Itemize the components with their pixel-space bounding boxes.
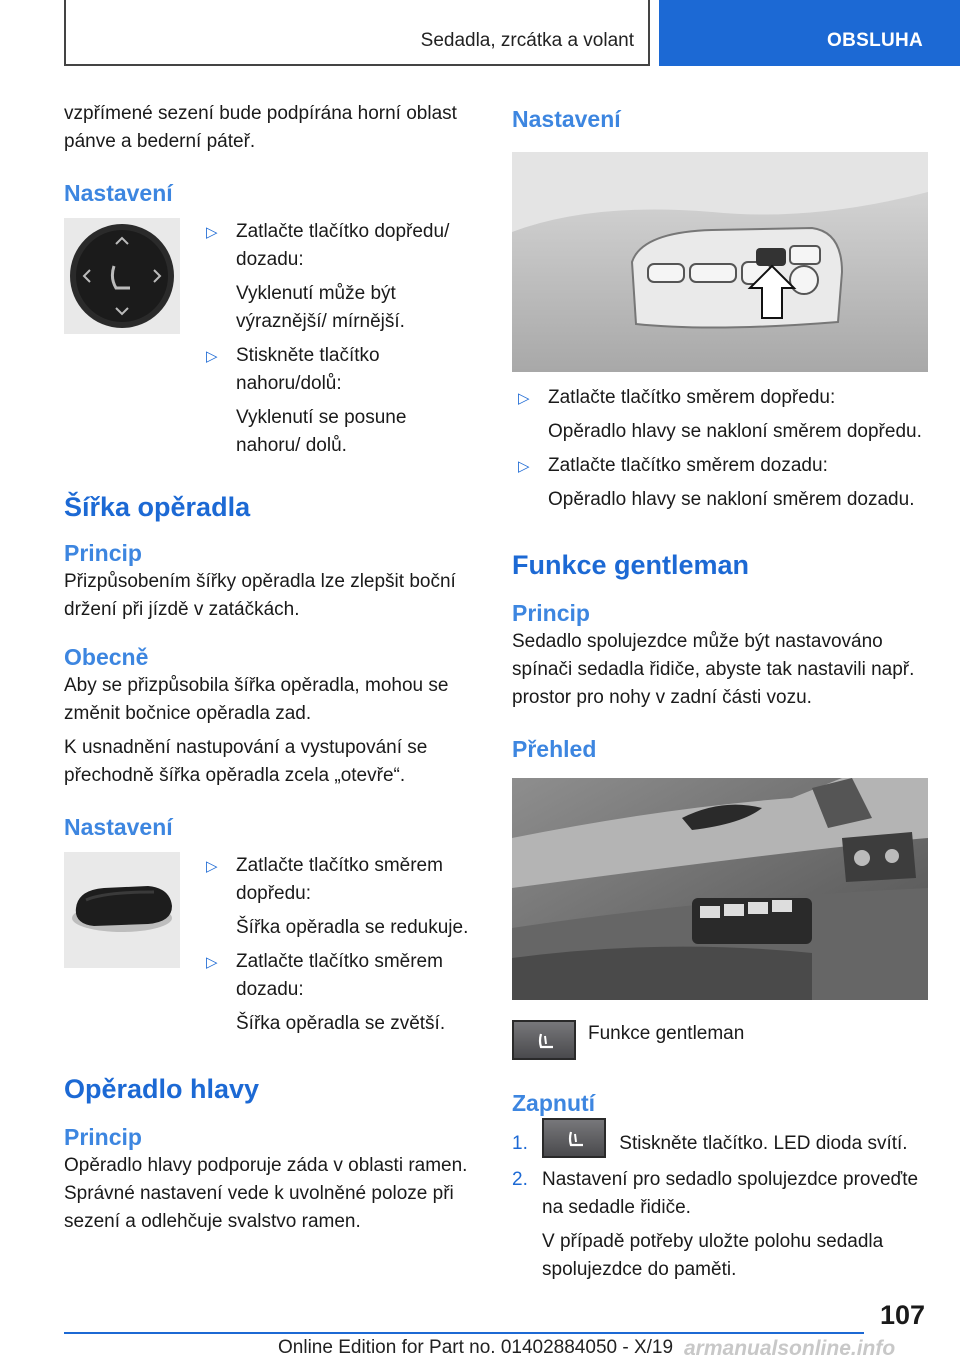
headrest-adjust-heading: Nastavení [512,106,621,132]
page-number: 107 [880,1300,926,1330]
headrest-title: Opěradlo hlavy [64,1074,260,1104]
headrest-principle-heading: Princip [64,1124,142,1150]
seat-icon [565,1129,587,1151]
list-item: ▷ Zatlačte tlačítko směrem dopředu: Šířka opěradla se redukuje. [206,855,469,938]
list-item: ▷ Zatlačte tlačítko směrem dozadu: Šířka opěradla se zvětší. [206,951,446,1034]
gentleman-button-legend [512,1020,928,1060]
triangle-bullet-icon: ▷ [518,458,530,475]
left-column [64,100,476,1236]
gentleman-button[interactable] [512,1020,576,1060]
headrest-principle-text: Opěradlo hlavy podporuje záda v oblasti ramen. Správné nastavení vede k uvolněné poloze při sezení a odlehčuje svalstvo ramen. [64,1155,468,1232]
seat-controls-figure [512,152,928,372]
footer-edition: Online Edition for Part no. 01402884050 - X/19 [278,1337,674,1358]
seat-icon [535,1031,557,1053]
footer-divider [64,1332,864,1334]
header-frame [64,0,650,66]
gentleman-on-heading: Zapnutí [512,1090,596,1116]
chapter-title: OBSLUHA [827,30,924,51]
chapter-tab[interactable] [659,0,960,66]
list-item: ▷ Zatlačte tlačítko dopředu/ dozadu: Vyklenutí může být výraznější/ mírnější. [206,221,450,332]
backrest-adjust-block [64,852,476,1038]
lumbar-steps-list [200,218,476,460]
gentleman-button-inline[interactable] [542,1118,606,1158]
gentleman-button-label: Funkce gentleman [588,1023,745,1044]
lumbar-switch-figure [64,218,180,334]
door-panel-image [512,778,928,1000]
triangle-bullet-icon: ▷ [206,858,218,875]
gentleman-principle-heading: Princip [512,600,590,626]
gentleman-steps-list [512,1130,928,1284]
gentleman-principle-text: Sedadlo spolujezdce může být nastavováno spínači sedadla řidiče, abyste tak nastavili např. prostor pro nohy v zadní části vozu. [512,631,915,708]
list-item: 2. Nastavení pro sedadlo spolujezdce proveďte na sedadle řidiče. V případě potřeby uložte polohu sedadla spolujezdce do paměti. [512,1169,919,1281]
list-item: ▷ Stiskněte tlačítko nahoru/dolů: Vyklenutí se posune nahoru/ dolů. [206,345,407,456]
lumbar-adjust-heading: Nastavení [64,180,173,206]
gentleman-title: Funkce gentleman [512,550,750,580]
door-panel-figure [512,778,928,1000]
list-item: ▷ Zatlačte tlačítko směrem dozadu: Opěradlo hlavy se nakloní směrem dozadu. [518,455,915,510]
triangle-bullet-icon: ▷ [206,224,218,241]
section-title: Sedadla, zrcátka a volant [420,30,634,51]
watermark: armanualsonline.info [684,1337,896,1360]
backrest-width-title: Šířka opěradla [64,492,251,522]
right-column [512,100,928,1284]
list-item: ▷ Zatlačte tlačítko směrem dopředu: Opěradlo hlavy se nakloní směrem dopředu. [518,387,922,442]
seat-controls-image [512,152,928,372]
backrest-general-text-1: Aby se přizpůsobila šířka opěradla, mohou se změnit bočnice opěradla zad. [64,675,449,724]
list-item: 1. Stiskněte tlačítko. LED dioda svítí. [512,1130,928,1158]
backrest-switch-figure [64,852,180,968]
triangle-bullet-icon: ▷ [206,348,218,365]
backrest-adjust-heading: Nastavení [64,814,173,840]
lumbar-switch-image [64,218,180,334]
lumbar-adjust-block [64,218,476,460]
gentleman-overview-heading: Přehled [512,736,597,762]
intro-paragraph: vzpřímené sezení bude podpírána horní oblast pánve a bederní páteř. [64,103,457,152]
backrest-principle-text: Přizpůsobením šířky opěradla lze zlepšit boční držení při jízdě v zatáčkách. [64,571,456,620]
triangle-bullet-icon: ▷ [206,954,218,971]
backrest-principle-heading: Princip [64,540,142,566]
backrest-switch-image [64,852,180,968]
backrest-steps-list [200,852,476,1038]
triangle-bullet-icon: ▷ [518,390,530,407]
backrest-general-text-2: K usnadnění nastupování a vystupování se přechodně šířka opěradla zcela „otevře“. [64,737,428,786]
headrest-steps-list [512,384,928,514]
backrest-general-heading: Obecně [64,644,149,670]
